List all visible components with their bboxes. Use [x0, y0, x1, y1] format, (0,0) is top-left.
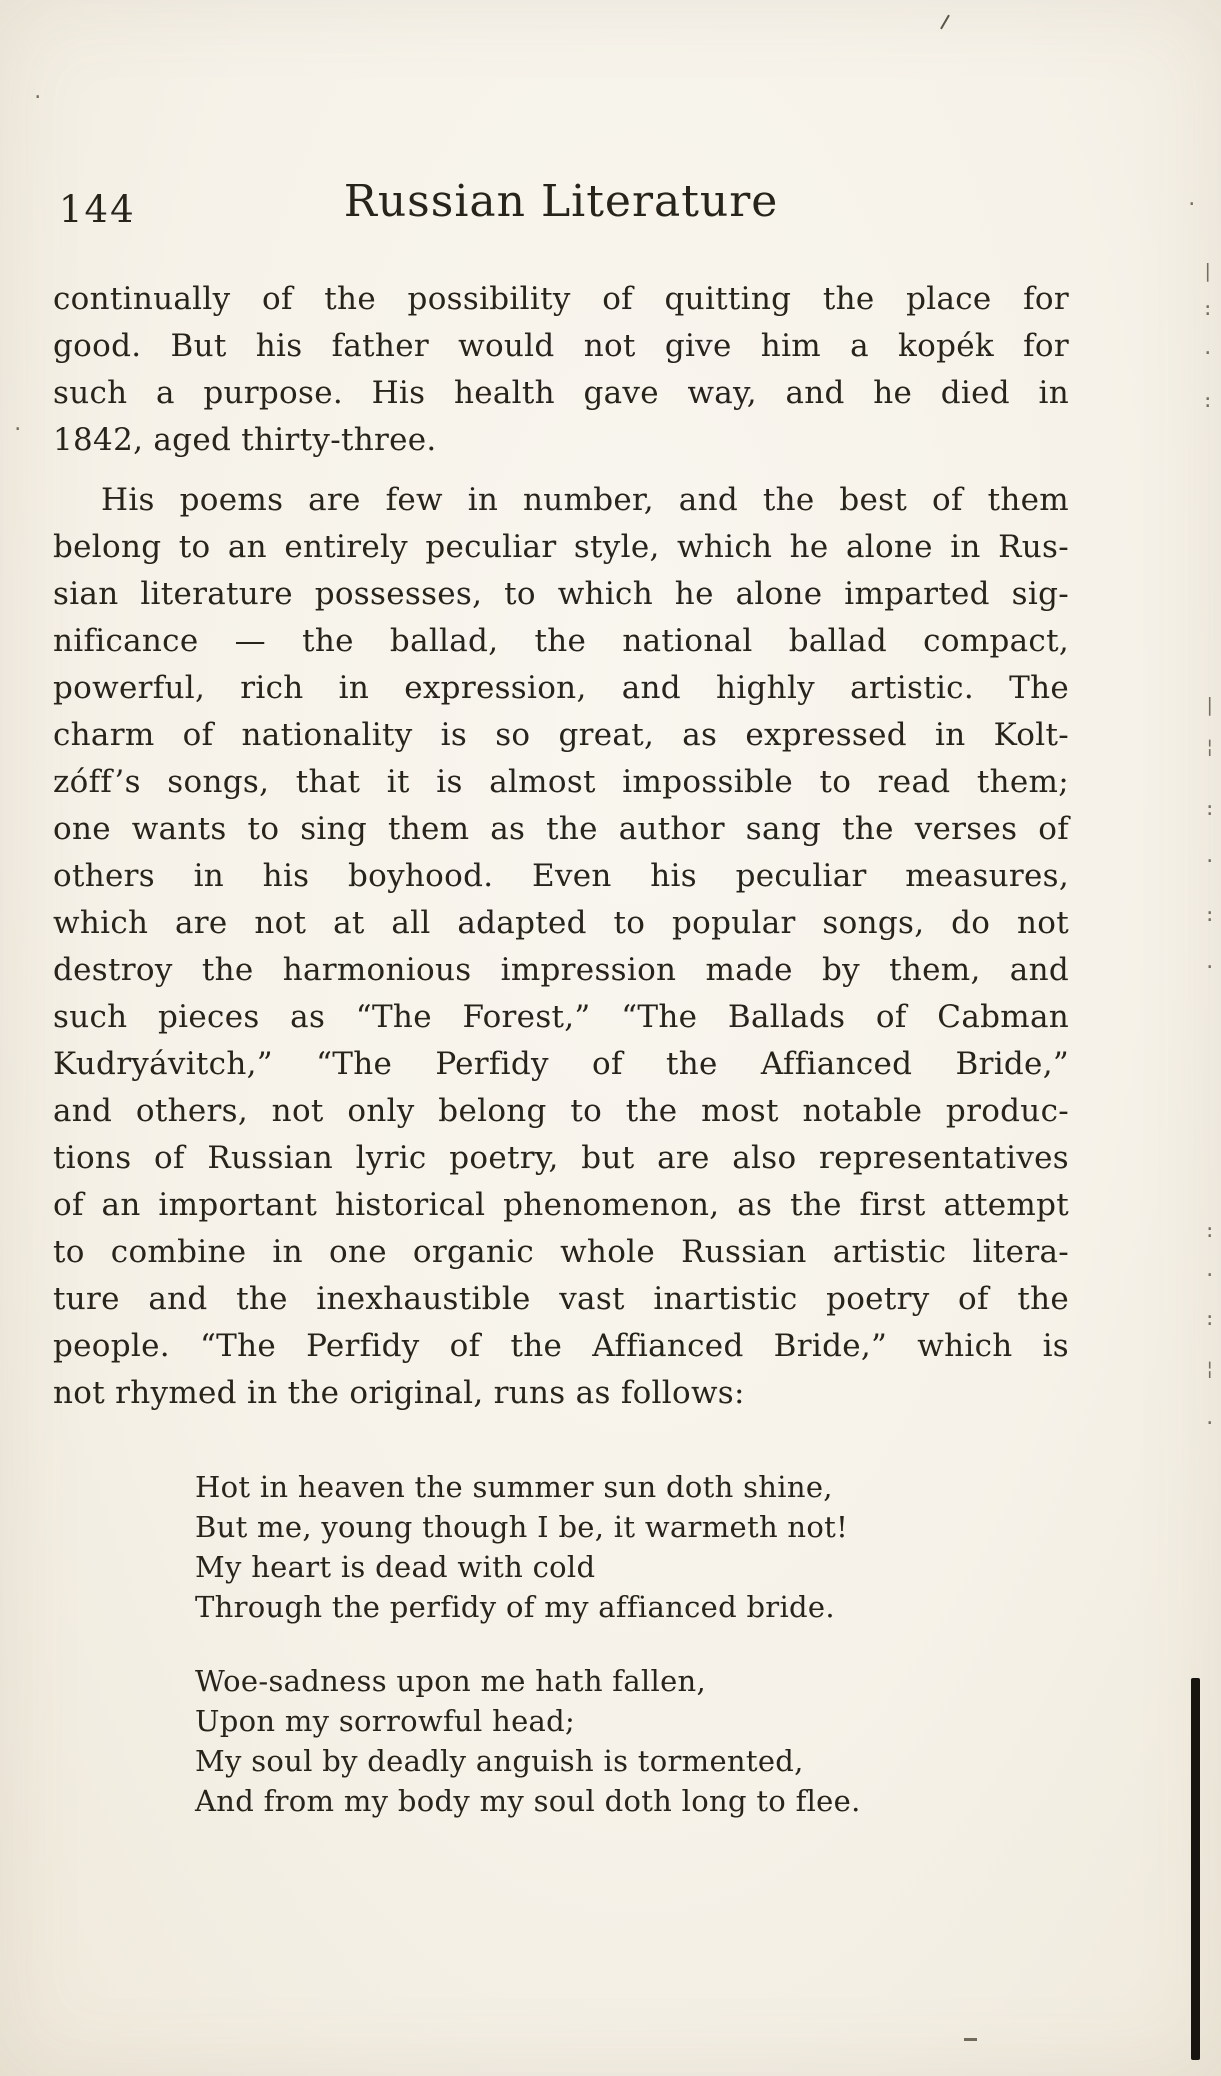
scan-artifact: · [1204, 1412, 1216, 1434]
text-line: His poems are few in number, and the best of them [101, 482, 1069, 518]
page-number: 144 [59, 188, 136, 231]
text-line: Kudryávitch,” “The Perfidy of the Affianced Bride,” [53, 1046, 1069, 1082]
running-title: Russian Literature [343, 176, 779, 227]
text-line: sian literature possesses, to which he alone imparted sig- [53, 576, 1069, 612]
scan-artifact: : [1202, 298, 1214, 320]
paragraph [53, 276, 1069, 464]
page-header [53, 176, 1069, 242]
scan-artifact: · [1186, 193, 1198, 215]
text-line: to combine in one organic whole Russian artistic litera- [53, 1234, 1069, 1270]
body-text [53, 276, 1069, 1417]
text-line: which are not at all adapted to popular songs, do not [53, 905, 1069, 941]
text-line: tions of Russian lyric poetry, but are also representatives [53, 1140, 1069, 1176]
text-line: not rhymed in the original, runs as follows: [53, 1375, 745, 1411]
poem-line: Hot in heaven the summer sun doth shine, [195, 1470, 833, 1504]
text-line: zóff’s songs, that it is almost impossible to read them; [53, 764, 1069, 800]
scan-artifact: | [1202, 260, 1214, 282]
text-line: one wants to sing them as the author sang the verses of [53, 811, 1069, 847]
scan-artifact: · [1204, 1264, 1216, 1286]
poem-line: Woe-sadness upon me hath fallen, [195, 1664, 707, 1698]
scan-artifact: · [1204, 956, 1216, 978]
scan-artifact: · [32, 86, 44, 108]
page-content [53, 176, 1069, 1855]
scan-artifact [964, 2038, 977, 2041]
poem-line: But me, young though I be, it warmeth not! [195, 1510, 849, 1544]
poem-line: My heart is dead with cold [195, 1550, 596, 1584]
scan-artifact: · [1204, 850, 1216, 872]
scan-artifact: | [1204, 694, 1216, 716]
scan-artifact: : [1204, 798, 1216, 820]
text-line: good. But his father would not give him a kopék for [53, 328, 1069, 364]
scan-artifact: : [1204, 1220, 1216, 1242]
poem-block [53, 1467, 1069, 1821]
scan-artifact [940, 15, 950, 30]
poem-stanza [195, 1661, 1069, 1821]
text-line: powerful, rich in expression, and highly artistic. The [53, 670, 1069, 706]
poem-line: And from my body my soul doth long to flee. [195, 1784, 861, 1818]
scan-artifact: : [1202, 390, 1214, 412]
scan-artifact: · [1202, 342, 1214, 364]
poem-line: Through the perfidy of my affianced bride. [195, 1590, 835, 1624]
paragraph [53, 477, 1069, 1417]
text-line: of an important historical phenomenon, as the first attempt [53, 1187, 1069, 1223]
scan-artifact: : [1204, 904, 1216, 926]
text-line: and others, not only belong to the most notable produc- [53, 1093, 1069, 1129]
scan-artifact: ¦ [1204, 736, 1216, 758]
scan-artifact: · [12, 418, 24, 440]
text-line: people. “The Perfidy of the Affianced Bride,” which is [53, 1328, 1069, 1364]
text-line: ture and the inexhaustible vast inartistic poetry of the [53, 1281, 1069, 1317]
text-line: such a purpose. His health gave way, and he died in [53, 375, 1069, 411]
poem-stanza [195, 1467, 1069, 1627]
scan-artifact: : [1204, 1308, 1216, 1330]
scan-artifact: ¦ [1204, 1358, 1216, 1380]
text-line: charm of nationality is so great, as expressed in Kolt- [53, 717, 1069, 753]
poem-line: Upon my sorrowful head; [195, 1704, 576, 1738]
text-line: such pieces as “The Forest,” “The Ballads of Cabman [53, 999, 1069, 1035]
poem-line: My soul by deadly anguish is tormented, [195, 1744, 804, 1778]
scan-artifact [1191, 1678, 1200, 2060]
text-line: nificance — the ballad, the national ballad compact, [53, 623, 1069, 659]
text-line: belong to an entirely peculiar style, which he alone in Rus- [53, 529, 1069, 565]
text-line: others in his boyhood. Even his peculiar measures, [53, 858, 1069, 894]
text-line: 1842, aged thirty-three. [53, 422, 437, 458]
text-line: destroy the harmonious impression made by them, and [53, 952, 1069, 988]
text-line: continually of the possibility of quitting the place for [53, 281, 1069, 317]
